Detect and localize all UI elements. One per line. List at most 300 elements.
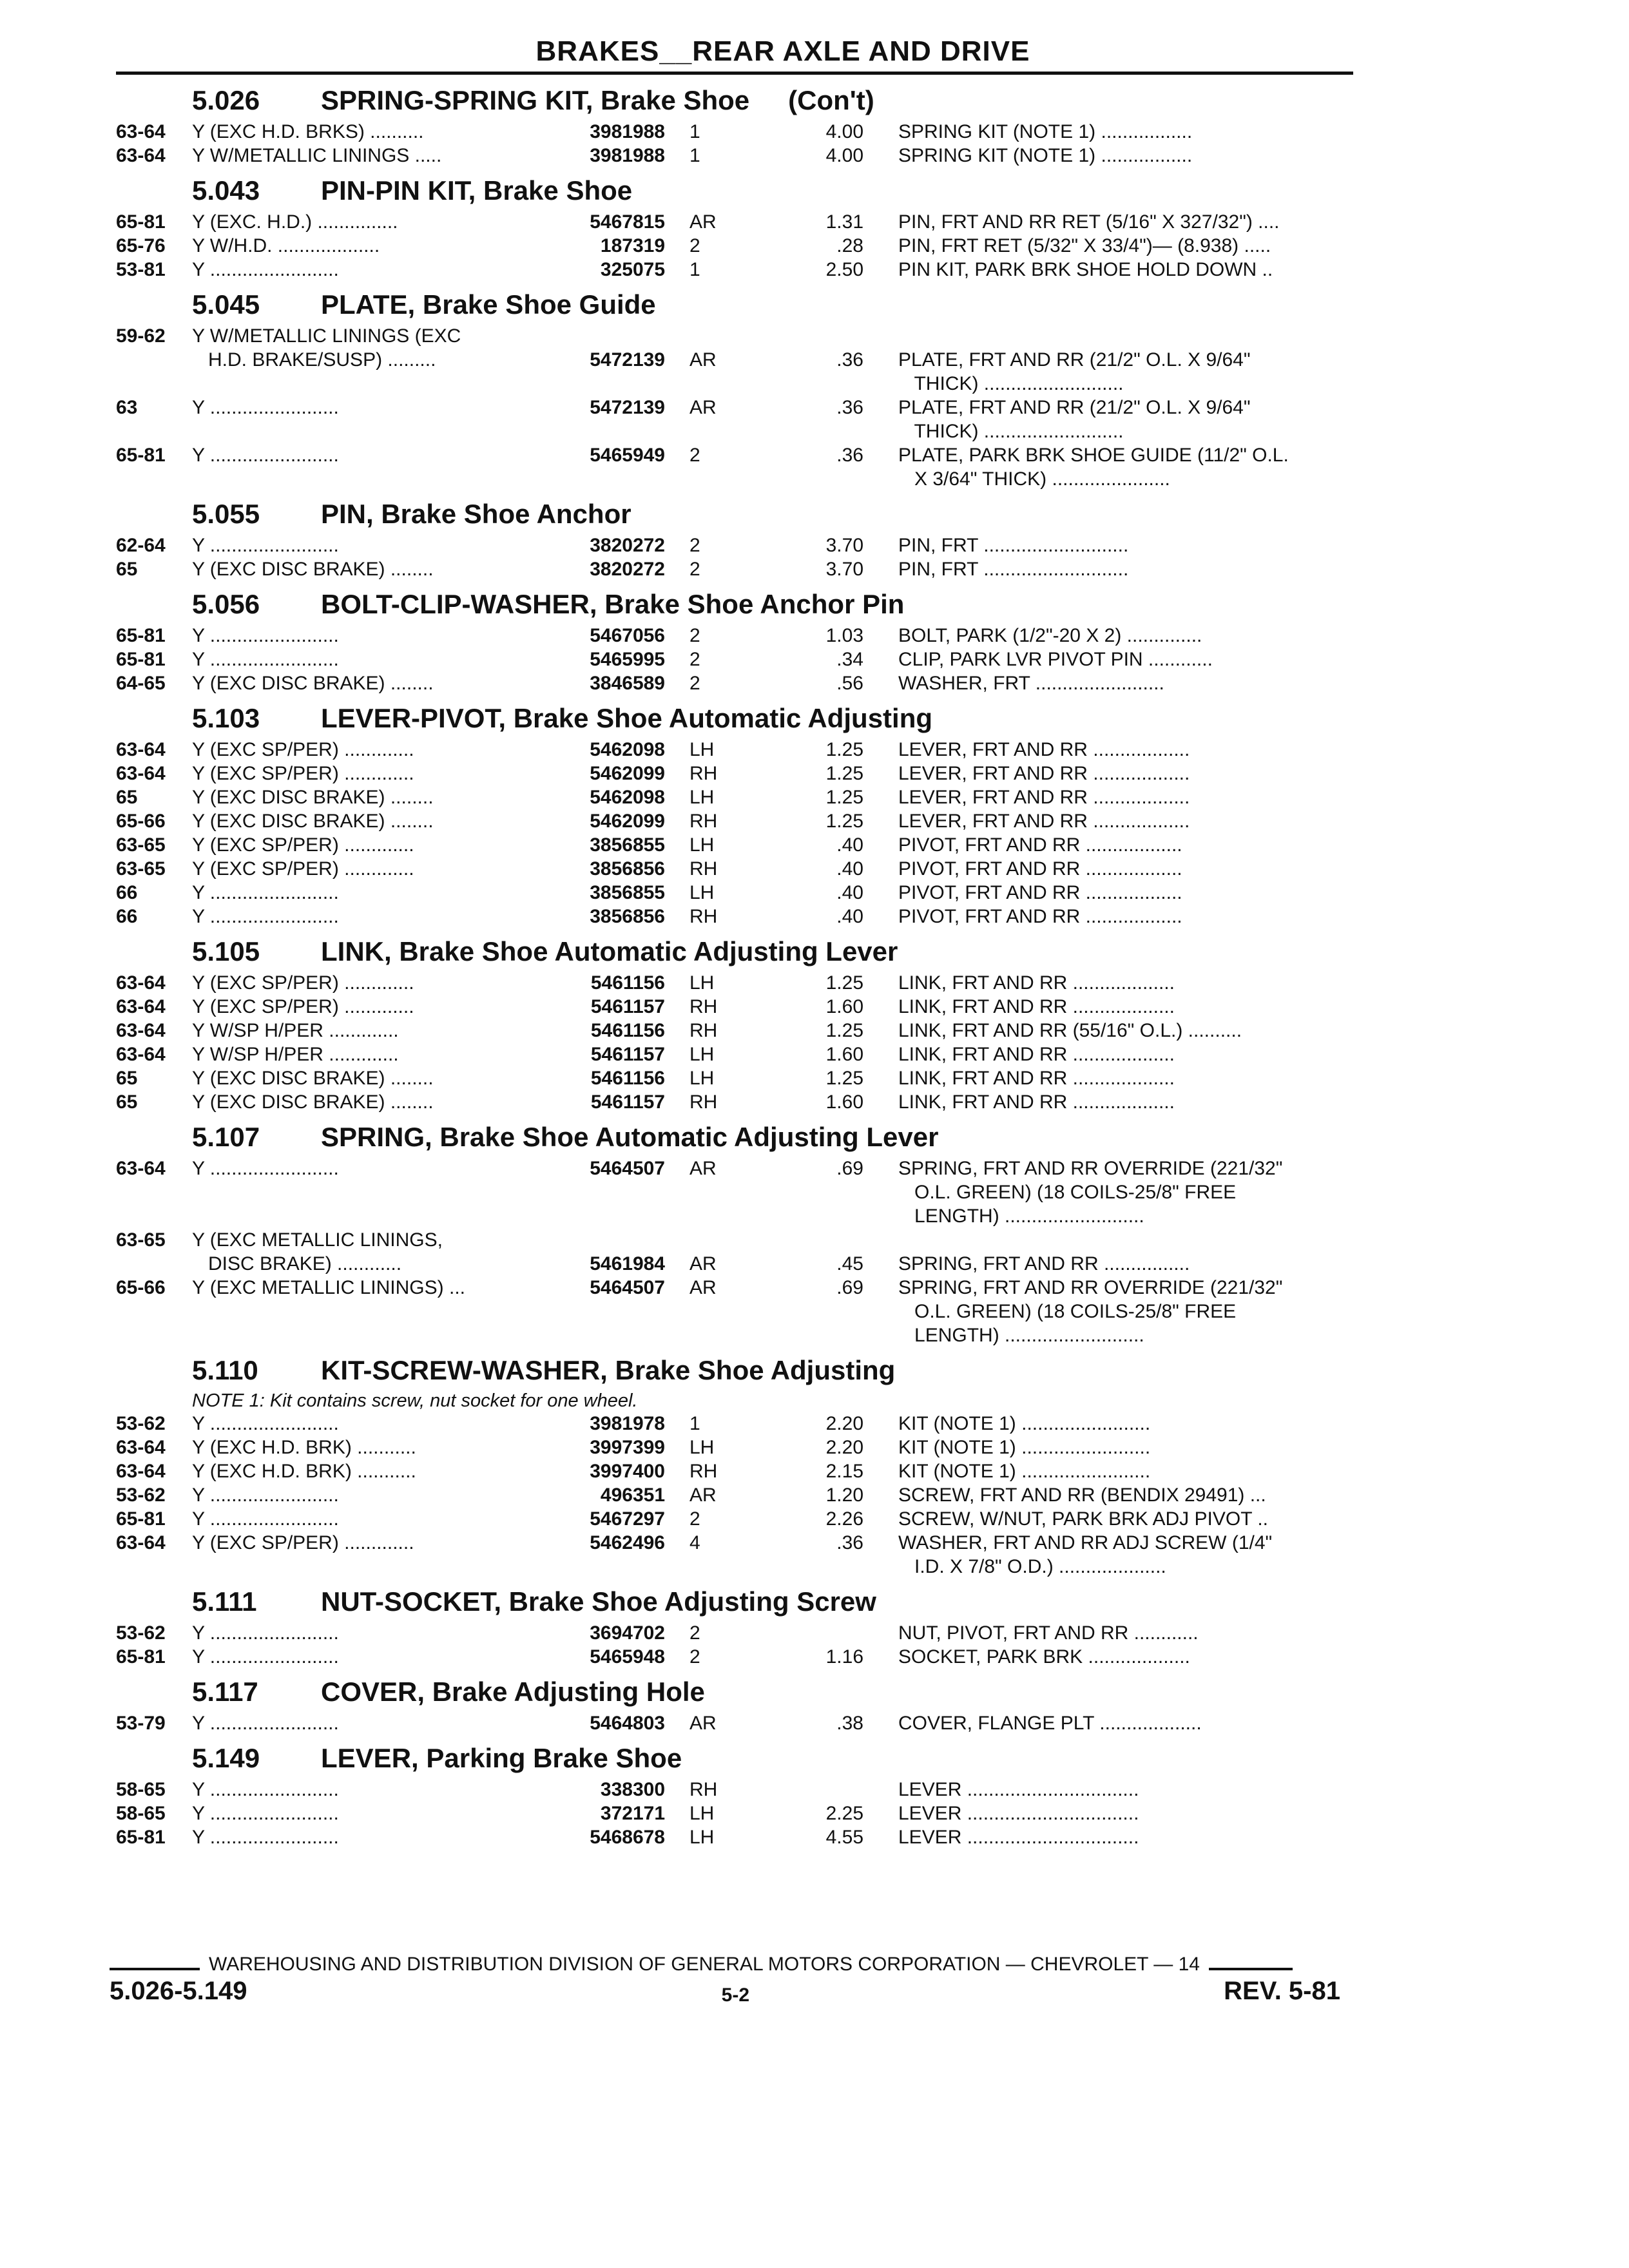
quantity: LH xyxy=(689,1803,715,1824)
model-years: 63-65 xyxy=(116,834,166,856)
part-row xyxy=(116,1323,1340,1347)
part-row xyxy=(116,1778,1340,1802)
model-years xyxy=(116,1323,192,1347)
price: 2.20 xyxy=(825,1437,863,1458)
description xyxy=(863,1228,1340,1252)
section-heading xyxy=(116,588,1340,621)
part-number: 496351 xyxy=(600,1485,665,1506)
part-row xyxy=(116,1043,1340,1066)
application xyxy=(192,1555,568,1579)
description: CLIP, PARK LVR PIVOT PIN ............ xyxy=(898,649,1213,670)
model-years: 65 xyxy=(116,1068,138,1089)
price: .69 xyxy=(836,1277,863,1298)
model-years xyxy=(116,348,192,372)
part-number: 5465995 xyxy=(590,649,665,670)
price: .56 xyxy=(836,673,863,694)
model-years: 65-81 xyxy=(116,1827,166,1848)
price: 1.25 xyxy=(825,1068,863,1089)
part-number: 5461157 xyxy=(590,1044,665,1065)
model-years: 63-65 xyxy=(116,858,166,879)
description: SPRING, FRT AND RR OVERRIDE (221/32" xyxy=(898,1277,1283,1298)
application: Y (EXC SP/PER) ............. xyxy=(192,834,414,856)
footer-codes xyxy=(110,1977,1340,2006)
price xyxy=(775,372,863,396)
section-number: 5.043 xyxy=(192,175,260,206)
model-years: 59-62 xyxy=(116,325,166,347)
description: LINK, FRT AND RR ................... xyxy=(898,1068,1175,1089)
part-row xyxy=(116,120,1340,144)
application: Y (EXC DISC BRAKE) ........ xyxy=(192,811,434,832)
price: 2.50 xyxy=(825,259,863,280)
price: 1.03 xyxy=(825,625,863,646)
model-years: 65 xyxy=(116,787,138,808)
price xyxy=(775,1204,863,1228)
model-years: 63-64 xyxy=(116,739,166,760)
price: 1.60 xyxy=(825,1044,863,1065)
part-row xyxy=(116,1180,1340,1204)
section-title: PIN, Brake Shoe Anchor xyxy=(321,499,631,529)
section-number: 5.055 xyxy=(192,499,260,529)
description: PIVOT, FRT AND RR .................. xyxy=(898,882,1182,903)
section-heading xyxy=(116,1120,1340,1154)
description: SPRING KIT (NOTE 1) ................. xyxy=(898,145,1193,166)
price: 1.25 xyxy=(825,787,863,808)
part-row xyxy=(116,971,1340,995)
description: PIN, FRT AND RR RET (5/16" X 327/32") .... xyxy=(898,211,1280,233)
section-title: BOLT-CLIP-WASHER, Brake Shoe Anchor Pin xyxy=(321,589,905,619)
section-number: 5.149 xyxy=(192,1743,260,1773)
application xyxy=(192,1300,568,1323)
model-years: 65-81 xyxy=(116,649,166,670)
description: LEVER ................................ xyxy=(898,1827,1139,1848)
model-years: 53-81 xyxy=(116,259,166,280)
model-years: 53-62 xyxy=(116,1413,166,1434)
part-row xyxy=(116,1300,1340,1323)
application: H.D. BRAKE/SUSP) ......... xyxy=(192,349,436,370)
description: KIT (NOTE 1) ........................ xyxy=(898,1461,1151,1482)
quantity xyxy=(670,372,775,396)
part-row xyxy=(116,809,1340,833)
part-row xyxy=(116,1090,1340,1114)
price xyxy=(775,1180,863,1204)
application: DISC BRAKE) ............ xyxy=(192,1253,402,1274)
part-number xyxy=(568,1300,670,1323)
description: PIN, FRT ........................... xyxy=(898,535,1129,556)
description: LEVER, FRT AND RR .................. xyxy=(898,787,1190,808)
description: THICK) .......................... xyxy=(898,421,1124,442)
part-number: 5465948 xyxy=(590,1646,665,1667)
quantity: LH xyxy=(689,1044,715,1065)
quantity xyxy=(670,324,775,348)
quantity: RH xyxy=(689,1461,718,1482)
page-footer xyxy=(110,1954,1340,2006)
part-number xyxy=(568,1204,670,1228)
description: WASHER, FRT AND RR ADJ SCREW (1/4" xyxy=(898,1532,1273,1553)
quantity: 2 xyxy=(689,1508,700,1530)
quantity: 4 xyxy=(689,1532,700,1553)
price: 4.55 xyxy=(825,1827,863,1848)
part-row xyxy=(116,1483,1340,1507)
part-row xyxy=(116,210,1340,234)
part-number xyxy=(568,1180,670,1204)
quantity: RH xyxy=(689,763,718,784)
section-heading xyxy=(116,1742,1340,1775)
application xyxy=(192,419,568,443)
part-number: 5467056 xyxy=(590,625,665,646)
application: Y (EXC H.D. BRK) ........... xyxy=(192,1437,416,1458)
quantity: AR xyxy=(689,1713,717,1734)
part-row xyxy=(116,905,1340,928)
part-number: 187319 xyxy=(600,235,665,256)
model-years: 63-64 xyxy=(116,1532,166,1553)
application: Y W/SP H/PER ............. xyxy=(192,1020,399,1041)
application: Y ........................ xyxy=(192,1713,339,1734)
part-number: 3981988 xyxy=(590,121,665,142)
part-number: 3997399 xyxy=(590,1437,665,1458)
section-continued-label: (Con't) xyxy=(788,85,874,115)
description: PIVOT, FRT AND RR .................. xyxy=(898,834,1182,856)
part-row xyxy=(116,1157,1340,1180)
model-years: 65-81 xyxy=(116,1646,166,1667)
quantity: RH xyxy=(689,996,718,1017)
part-row xyxy=(116,1825,1340,1849)
description: LENGTH) .......................... xyxy=(898,1325,1144,1346)
quantity xyxy=(670,1180,775,1204)
quantity: LH xyxy=(689,787,715,808)
part-number xyxy=(568,1323,670,1347)
price: 2.26 xyxy=(825,1508,863,1530)
price: 4.00 xyxy=(825,121,863,142)
price: 1.31 xyxy=(825,211,863,233)
price: .40 xyxy=(836,882,863,903)
section-heading xyxy=(116,288,1340,322)
part-row xyxy=(116,234,1340,258)
application: Y (EXC SP/PER) ............. xyxy=(192,763,414,784)
part-row xyxy=(116,1019,1340,1043)
description: LINK, FRT AND RR ................... xyxy=(898,996,1175,1017)
sections-container xyxy=(116,84,1340,1849)
quantity: AR xyxy=(689,349,717,370)
part-number: 3820272 xyxy=(590,559,665,580)
application: Y ........................ xyxy=(192,1803,339,1824)
description: LEVER, FRT AND RR .................. xyxy=(898,763,1190,784)
description: SOCKET, PARK BRK ................... xyxy=(898,1646,1190,1667)
part-row xyxy=(116,1711,1340,1735)
application: Y ........................ xyxy=(192,906,339,927)
application: Y (EXC. H.D.) ............... xyxy=(192,211,398,233)
part-row xyxy=(116,1531,1340,1555)
model-years: 62-64 xyxy=(116,535,166,556)
part-number: 5464507 xyxy=(590,1277,665,1298)
section-title: NUT-SOCKET, Brake Shoe Adjusting Screw xyxy=(321,1586,876,1617)
application: Y ........................ xyxy=(192,1508,339,1530)
price: 1.16 xyxy=(825,1646,863,1667)
part-row xyxy=(116,624,1340,648)
part-number: 5464507 xyxy=(590,1158,665,1179)
section-number: 5.105 xyxy=(192,936,260,966)
application: Y (EXC DISC BRAKE) ........ xyxy=(192,559,434,580)
part-number: 3981988 xyxy=(590,145,665,166)
model-years: 53-79 xyxy=(116,1713,166,1734)
price: .40 xyxy=(836,906,863,927)
description: NUT, PIVOT, FRT AND RR ............ xyxy=(898,1622,1199,1644)
quantity: AR xyxy=(689,397,717,418)
section-title: LINK, Brake Shoe Automatic Adjusting Lever xyxy=(321,936,898,966)
model-years: 53-62 xyxy=(116,1622,166,1644)
model-years: 63-64 xyxy=(116,1158,166,1179)
price: .38 xyxy=(836,1713,863,1734)
model-years: 58-65 xyxy=(116,1803,166,1824)
application: Y ........................ xyxy=(192,1646,339,1667)
quantity xyxy=(670,467,775,491)
price: .36 xyxy=(836,445,863,466)
quantity: AR xyxy=(689,1253,717,1274)
quantity xyxy=(670,1555,775,1579)
model-years: 53-62 xyxy=(116,1485,166,1506)
part-number: 5462098 xyxy=(590,739,665,760)
part-number: 5461157 xyxy=(590,996,665,1017)
quantity: RH xyxy=(689,858,718,879)
quantity: LH xyxy=(689,834,715,856)
part-number: 3820272 xyxy=(590,535,665,556)
part-row xyxy=(116,1252,1340,1276)
part-number: 3694702 xyxy=(590,1622,665,1644)
footer-rule-left xyxy=(110,1968,200,1970)
model-years: 63-64 xyxy=(116,1044,166,1065)
part-number: 5464803 xyxy=(590,1713,665,1734)
footer-rule-right xyxy=(1209,1968,1293,1970)
section-number: 5.103 xyxy=(192,703,260,733)
section-note: NOTE 1: Kit contains screw, nut socket for one wheel. xyxy=(192,1390,638,1411)
model-years: 64-65 xyxy=(116,673,166,694)
quantity: RH xyxy=(689,906,718,927)
quantity: LH xyxy=(689,1437,715,1458)
quantity: RH xyxy=(689,1020,718,1041)
application: Y ........................ xyxy=(192,1158,339,1179)
quantity: 2 xyxy=(689,673,700,694)
price: .36 xyxy=(836,397,863,418)
application: Y (EXC H.D. BRKS) .......... xyxy=(192,121,424,142)
application: Y ........................ xyxy=(192,397,339,418)
price: .36 xyxy=(836,1532,863,1553)
price: 1.25 xyxy=(825,1020,863,1041)
description: KIT (NOTE 1) ........................ xyxy=(898,1413,1151,1434)
description: PLATE, PARK BRK SHOE GUIDE (11/2" O.L. xyxy=(898,445,1289,466)
application: Y ........................ xyxy=(192,1622,339,1644)
application: Y ........................ xyxy=(192,1779,339,1800)
model-years: 63-64 xyxy=(116,145,166,166)
part-row xyxy=(116,671,1340,695)
price: 3.70 xyxy=(825,559,863,580)
application: Y (EXC SP/PER) ............. xyxy=(192,858,414,879)
model-years xyxy=(116,419,192,443)
part-number: 5461156 xyxy=(590,1020,665,1041)
description: LEVER ................................ xyxy=(898,1779,1139,1800)
part-row xyxy=(116,1228,1340,1252)
footer-division-line xyxy=(110,1954,1340,1975)
part-row xyxy=(116,857,1340,881)
part-number: 5467815 xyxy=(590,211,665,233)
price: .45 xyxy=(836,1253,863,1274)
section-number: 5.045 xyxy=(192,289,260,320)
application xyxy=(192,1204,568,1228)
footer-revision: REV. 5-81 xyxy=(1224,1977,1340,2005)
description: SCREW, W/NUT, PARK BRK ADJ PIVOT .. xyxy=(898,1508,1268,1530)
part-row xyxy=(116,258,1340,282)
part-number: 5462099 xyxy=(590,811,665,832)
application: Y (EXC DISC BRAKE) ........ xyxy=(192,787,434,808)
part-number xyxy=(568,1228,670,1252)
part-number: 5462099 xyxy=(590,763,665,784)
section-number: 5.056 xyxy=(192,589,260,619)
section-heading xyxy=(116,1354,1340,1387)
section-number: 5.117 xyxy=(192,1677,258,1707)
part-row xyxy=(116,1621,1340,1645)
part-number: 3856855 xyxy=(590,834,665,856)
page-title: BRAKES__REAR AXLE AND DRIVE xyxy=(535,35,1030,67)
description: LEVER, FRT AND RR .................. xyxy=(898,811,1190,832)
application xyxy=(192,467,568,491)
section-title: LEVER-PIVOT, Brake Shoe Automatic Adjusting xyxy=(321,703,933,733)
part-number: 5467297 xyxy=(590,1508,665,1530)
description: PIN KIT, PARK BRK SHOE HOLD DOWN .. xyxy=(898,259,1273,280)
quantity: 2 xyxy=(689,625,700,646)
model-years: 63 xyxy=(116,397,138,418)
application: Y ........................ xyxy=(192,535,339,556)
quantity: LH xyxy=(689,739,715,760)
part-row xyxy=(116,467,1340,491)
description: PIN, FRT RET (5/32" X 33/4")— (8.938) ..... xyxy=(898,235,1271,256)
part-number: 3856855 xyxy=(590,882,665,903)
application: Y (EXC METALLIC LININGS) ... xyxy=(192,1277,465,1298)
application: Y ........................ xyxy=(192,1827,339,1848)
application: Y (EXC DISC BRAKE) ........ xyxy=(192,1068,434,1089)
part-number: 5461156 xyxy=(590,1068,665,1089)
part-row xyxy=(116,1412,1340,1436)
description: KIT (NOTE 1) ........................ xyxy=(898,1437,1151,1458)
description: LINK, FRT AND RR (55/16" O.L.) .......... xyxy=(898,1020,1242,1041)
part-row xyxy=(116,833,1340,857)
part-row xyxy=(116,443,1340,467)
model-years xyxy=(116,1204,192,1228)
section-title: PIN-PIN KIT, Brake Shoe xyxy=(321,175,633,206)
description: SPRING KIT (NOTE 1) ................. xyxy=(898,121,1193,142)
quantity: 1 xyxy=(689,1413,700,1434)
price: .36 xyxy=(836,349,863,370)
quantity: 2 xyxy=(689,1622,700,1644)
part-row xyxy=(116,348,1340,372)
quantity: 1 xyxy=(689,121,700,142)
price: 1.60 xyxy=(825,1091,863,1113)
quantity: AR xyxy=(689,1158,717,1179)
description: LENGTH) .......................... xyxy=(898,1206,1144,1227)
price xyxy=(775,324,863,348)
application: Y ........................ xyxy=(192,1413,339,1434)
model-years: 63-64 xyxy=(116,1020,166,1041)
section-heading xyxy=(116,174,1340,207)
part-row xyxy=(116,419,1340,443)
quantity: AR xyxy=(689,211,717,233)
part-row xyxy=(116,1459,1340,1483)
part-row xyxy=(116,1066,1340,1090)
model-years: 58-65 xyxy=(116,1779,166,1800)
description: LINK, FRT AND RR ................... xyxy=(898,1044,1175,1065)
part-number xyxy=(568,467,670,491)
price: 1.25 xyxy=(825,972,863,994)
part-number: 5462098 xyxy=(590,787,665,808)
application: Y ........................ xyxy=(192,882,339,903)
model-years xyxy=(116,467,192,491)
price: 1.25 xyxy=(825,811,863,832)
model-years: 63-64 xyxy=(116,763,166,784)
description: LEVER ................................ xyxy=(898,1803,1139,1824)
section-heading xyxy=(116,702,1340,735)
price xyxy=(775,419,863,443)
price: .69 xyxy=(836,1158,863,1179)
quantity xyxy=(670,1323,775,1347)
part-row xyxy=(116,762,1340,785)
price xyxy=(775,1228,863,1252)
description: PIN, FRT ........................... xyxy=(898,559,1129,580)
price xyxy=(775,1555,863,1579)
part-row xyxy=(116,881,1340,905)
part-row xyxy=(116,396,1340,419)
model-years: 63-64 xyxy=(116,121,166,142)
model-years: 65 xyxy=(116,1091,138,1113)
part-number xyxy=(568,1555,670,1579)
part-row xyxy=(116,785,1340,809)
model-years: 65-66 xyxy=(116,1277,166,1298)
description: O.L. GREEN) (18 COILS-25/8" FREE xyxy=(898,1182,1237,1203)
section-heading xyxy=(116,84,1340,117)
quantity: 2 xyxy=(689,235,700,256)
quantity: RH xyxy=(689,811,718,832)
part-row xyxy=(116,144,1340,168)
part-number xyxy=(568,372,670,396)
part-number: 5461984 xyxy=(590,1253,665,1274)
model-years xyxy=(116,1555,192,1579)
part-row xyxy=(116,1802,1340,1825)
description: WASHER, FRT ........................ xyxy=(898,673,1164,694)
quantity: 2 xyxy=(689,445,700,466)
quantity: AR xyxy=(689,1277,717,1298)
quantity: AR xyxy=(689,1485,717,1506)
application xyxy=(192,1180,568,1204)
part-row xyxy=(116,324,1340,348)
model-years: 65 xyxy=(116,559,138,580)
description: PLATE, FRT AND RR (21/2" O.L. X 9/64" xyxy=(898,349,1251,370)
description: PIVOT, FRT AND RR .................. xyxy=(898,858,1182,879)
application xyxy=(192,1323,568,1347)
description: THICK) .......................... xyxy=(898,373,1124,394)
application: Y W/SP H/PER ............. xyxy=(192,1044,399,1065)
section-title: SPRING, Brake Shoe Automatic Adjusting Lever xyxy=(321,1122,939,1152)
section-number: 5.111 xyxy=(192,1586,257,1617)
part-number: 3846589 xyxy=(590,673,665,694)
quantity: LH xyxy=(689,1068,715,1089)
section-heading xyxy=(116,1585,1340,1619)
description: PIVOT, FRT AND RR .................. xyxy=(898,906,1182,927)
quantity: 2 xyxy=(689,649,700,670)
part-row xyxy=(116,557,1340,581)
price: 3.70 xyxy=(825,535,863,556)
part-row xyxy=(116,1276,1340,1300)
quantity: LH xyxy=(689,1827,715,1848)
model-years: 63-64 xyxy=(116,996,166,1017)
part-row xyxy=(116,533,1340,557)
part-number: 3856856 xyxy=(590,858,665,879)
model-years xyxy=(116,1252,192,1276)
